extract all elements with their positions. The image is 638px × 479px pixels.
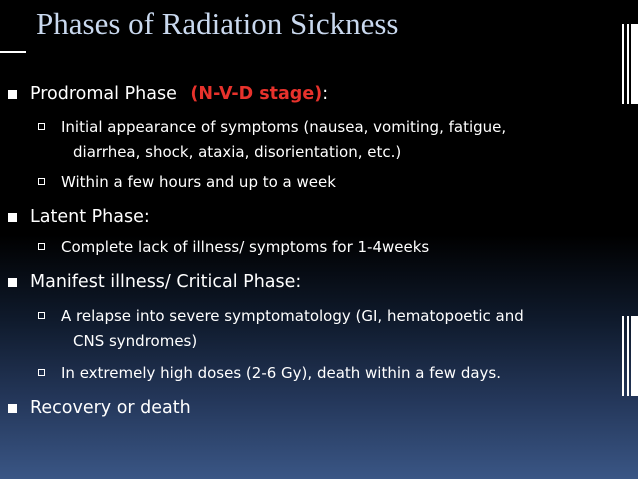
hollow-square-bullet-icon [38,369,45,376]
square-bullet-icon [8,404,17,413]
hollow-square-bullet-icon [38,243,45,250]
subitem-text: Complete lack of illness/ symptoms for 1-4weeks [61,238,430,256]
square-bullet-icon [8,213,17,222]
phase-label: Latent Phase: [30,207,150,227]
subitem [0,117,630,138]
slide-title: Phases of Radiation Sickness [36,6,399,41]
phase-label: Prodromal Phase [30,84,177,104]
phase-item-recovery [0,396,630,420]
subitem [0,363,630,384]
phase-highlight: (N-V-D stage) [190,84,323,104]
subitem-text: Initial appearance of symptoms (nausea, vomiting, fatigue, [61,118,507,136]
subitem-text: A relapse into severe symptomatology (GI, hematopoetic and [61,307,524,325]
decorative-bars-bottom [622,316,638,396]
subitem [0,172,630,193]
phase-item-prodromal [0,82,630,106]
hollow-square-bullet-icon [38,123,45,130]
phase-colon: : [322,84,329,104]
subitem-text-continued: CNS syndromes) [73,332,198,350]
phase-label: Recovery or death [30,398,191,418]
subitem [0,237,630,258]
square-bullet-icon [8,90,17,99]
subitem-text-continued: diarrhea, shock, ataxia, disorientation, etc.) [73,143,402,161]
subitem-text: In extremely high doses (2-6 Gy), death within a few days. [61,364,501,382]
subitem [0,306,630,327]
hollow-square-bullet-icon [38,312,45,319]
phase-item-latent [0,205,630,229]
square-bullet-icon [8,278,17,287]
phase-item-manifest [0,270,630,294]
subitem-text: Within a few hours and up to a week [61,173,336,191]
title-underline-divider [0,51,26,53]
phase-label: Manifest illness/ Critical Phase: [30,272,302,292]
hollow-square-bullet-icon [38,178,45,185]
